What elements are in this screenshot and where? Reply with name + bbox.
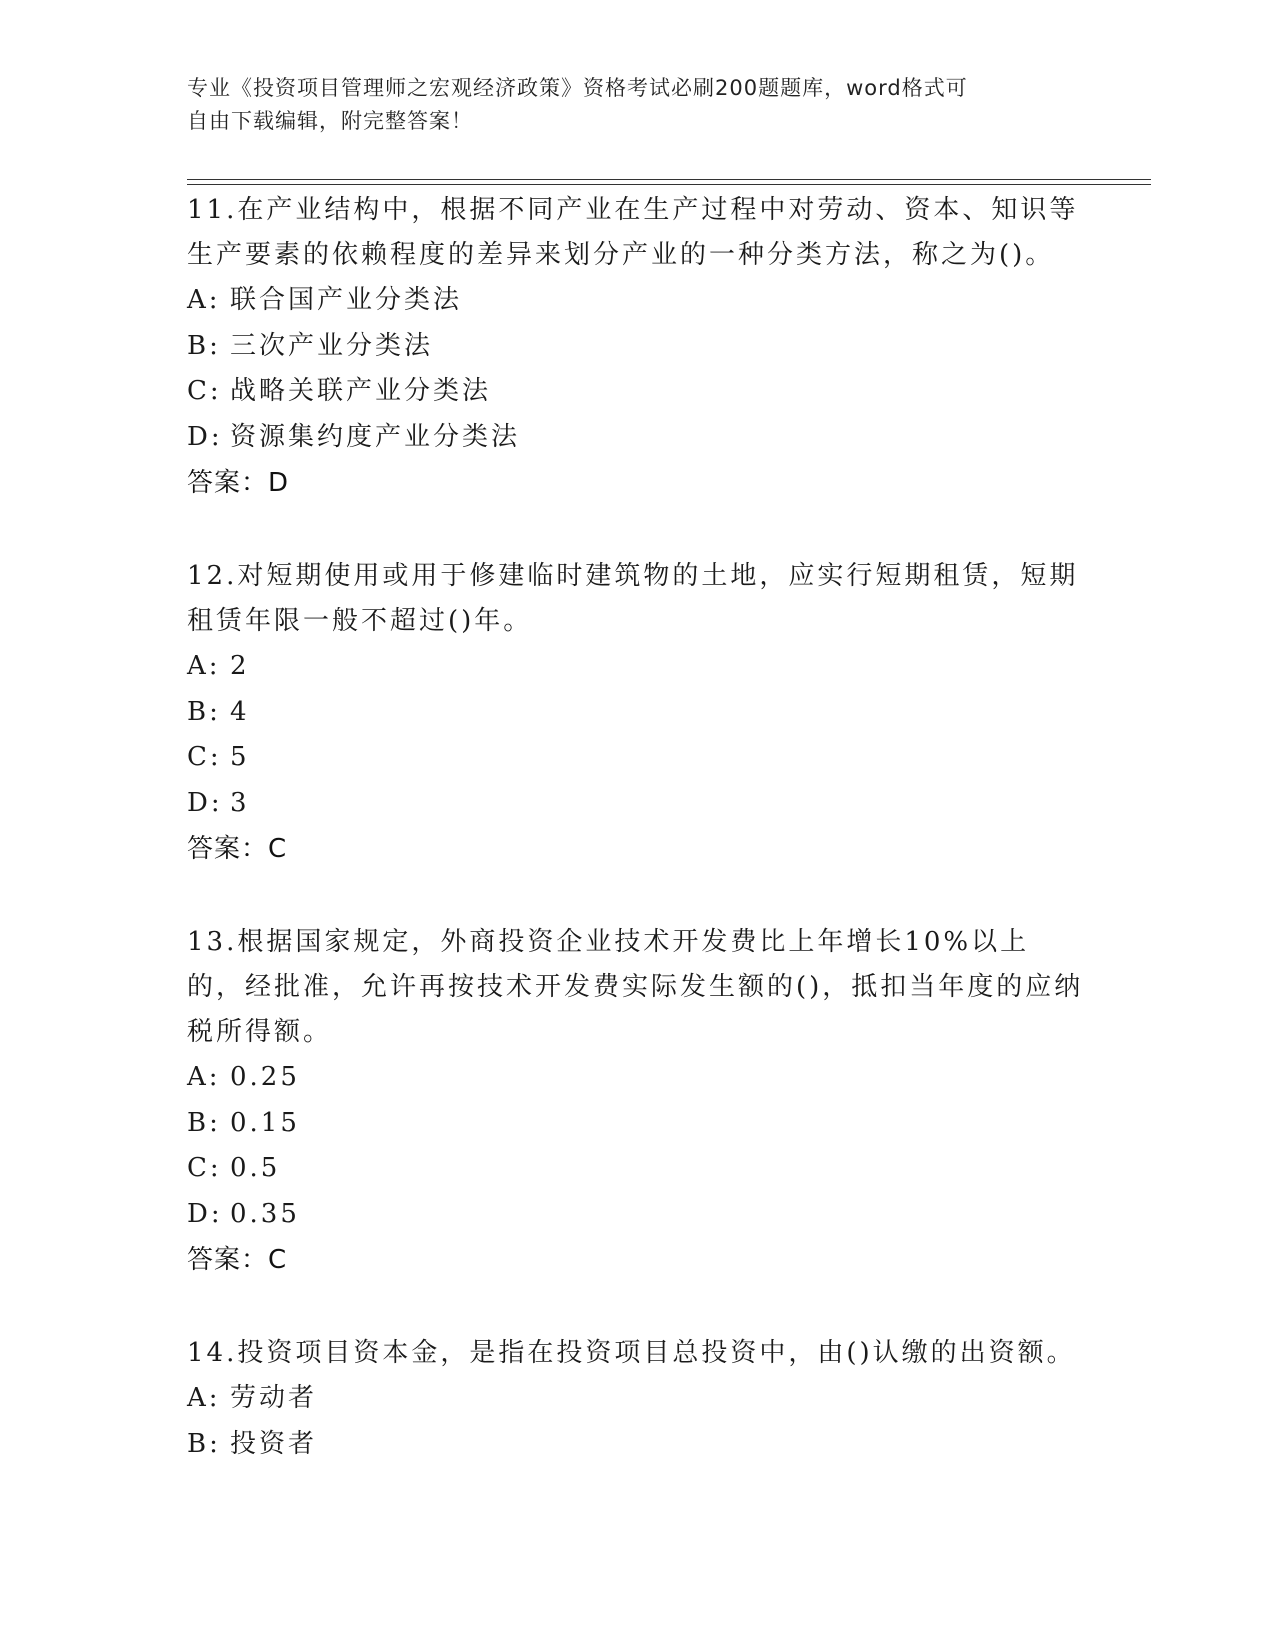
option-a — [187, 1055, 1087, 1101]
option-letter: D: — [187, 421, 223, 452]
header-line-1: 专业《投资项目管理师之宏观经济政策》资格考试必刷200题题库，word格式可 — [187, 76, 968, 100]
answer-line: 答案：C — [187, 834, 288, 864]
question-stem: 11.在产业结构中，根据不同产业在生产过程中对劳动、资本、知识等生产要素的依赖程度的差异来划分产业的一种分类方法，称之为()。 — [187, 195, 1079, 270]
option-text: 0.15 — [230, 1107, 300, 1138]
option-text: 0.5 — [230, 1153, 281, 1183]
option-d — [187, 781, 1087, 827]
option-a — [187, 644, 1087, 690]
option-letter: A: — [187, 651, 221, 681]
option-letter: A: — [187, 1383, 221, 1413]
option-c — [187, 369, 1087, 415]
answer-line: 答案：C — [187, 1245, 288, 1275]
option-letter: C: — [187, 376, 222, 406]
option-text: 5 — [230, 742, 250, 772]
option-letter: C: — [187, 1153, 222, 1183]
option-letter: A: — [187, 285, 221, 315]
header-rule-top — [187, 179, 1151, 180]
option-text: 战略关联产业分类法 — [230, 376, 492, 406]
answer-line: 答案：D — [187, 468, 290, 498]
option-text: 2 — [230, 651, 250, 681]
document-header — [187, 72, 1067, 138]
option-d — [187, 1192, 1087, 1238]
option-text: 0.35 — [230, 1198, 300, 1229]
option-letter: B: — [187, 1107, 221, 1138]
option-letter: D: — [187, 787, 223, 818]
question-stem: 13.根据国家规定，外商投资企业技术开发费比上年增长10%以上的，经批准，允许再按技术开发费实际发生额的()，抵扣当年度的应纳税所得额。 — [187, 927, 1084, 1047]
option-letter: D: — [187, 1198, 223, 1229]
option-b — [187, 1101, 1087, 1147]
option-c — [187, 1146, 1087, 1192]
option-text: 4 — [230, 696, 250, 727]
option-letter: C: — [187, 742, 222, 772]
question-stem: 14.投资项目资本金，是指在投资项目总投资中，由()认缴的出资额。 — [187, 1338, 1076, 1368]
option-letter: B: — [187, 696, 221, 727]
option-b — [187, 324, 1087, 370]
question-14 — [187, 1331, 1087, 1467]
question-stem: 12.对短期使用或用于修建临时建筑物的土地，应实行短期租赁，短期租赁年限一般不超过()年。 — [187, 561, 1079, 636]
option-letter: B: — [187, 1428, 221, 1459]
option-c — [187, 735, 1087, 781]
question-13 — [187, 920, 1087, 1283]
option-text: 0.25 — [230, 1062, 300, 1092]
question-11 — [187, 188, 1087, 506]
header-line-2: 自由下载编辑，附完整答案！ — [187, 109, 473, 133]
option-text: 资源集约度产业分类法 — [230, 421, 521, 452]
option-b — [187, 1422, 1087, 1468]
option-letter: A: — [187, 1062, 221, 1092]
option-letter: B: — [187, 330, 221, 361]
question-list — [187, 188, 1087, 1515]
option-text: 劳动者 — [230, 1383, 318, 1413]
header-rule-bottom — [187, 184, 1151, 185]
option-text: 联合国产业分类法 — [230, 285, 463, 315]
question-12 — [187, 554, 1087, 872]
option-b — [187, 690, 1087, 736]
option-d — [187, 415, 1087, 461]
option-text: 三次产业分类法 — [230, 330, 434, 361]
option-a — [187, 1376, 1087, 1422]
option-text: 3 — [230, 787, 250, 818]
option-a — [187, 278, 1087, 324]
option-text: 投资者 — [230, 1428, 318, 1459]
